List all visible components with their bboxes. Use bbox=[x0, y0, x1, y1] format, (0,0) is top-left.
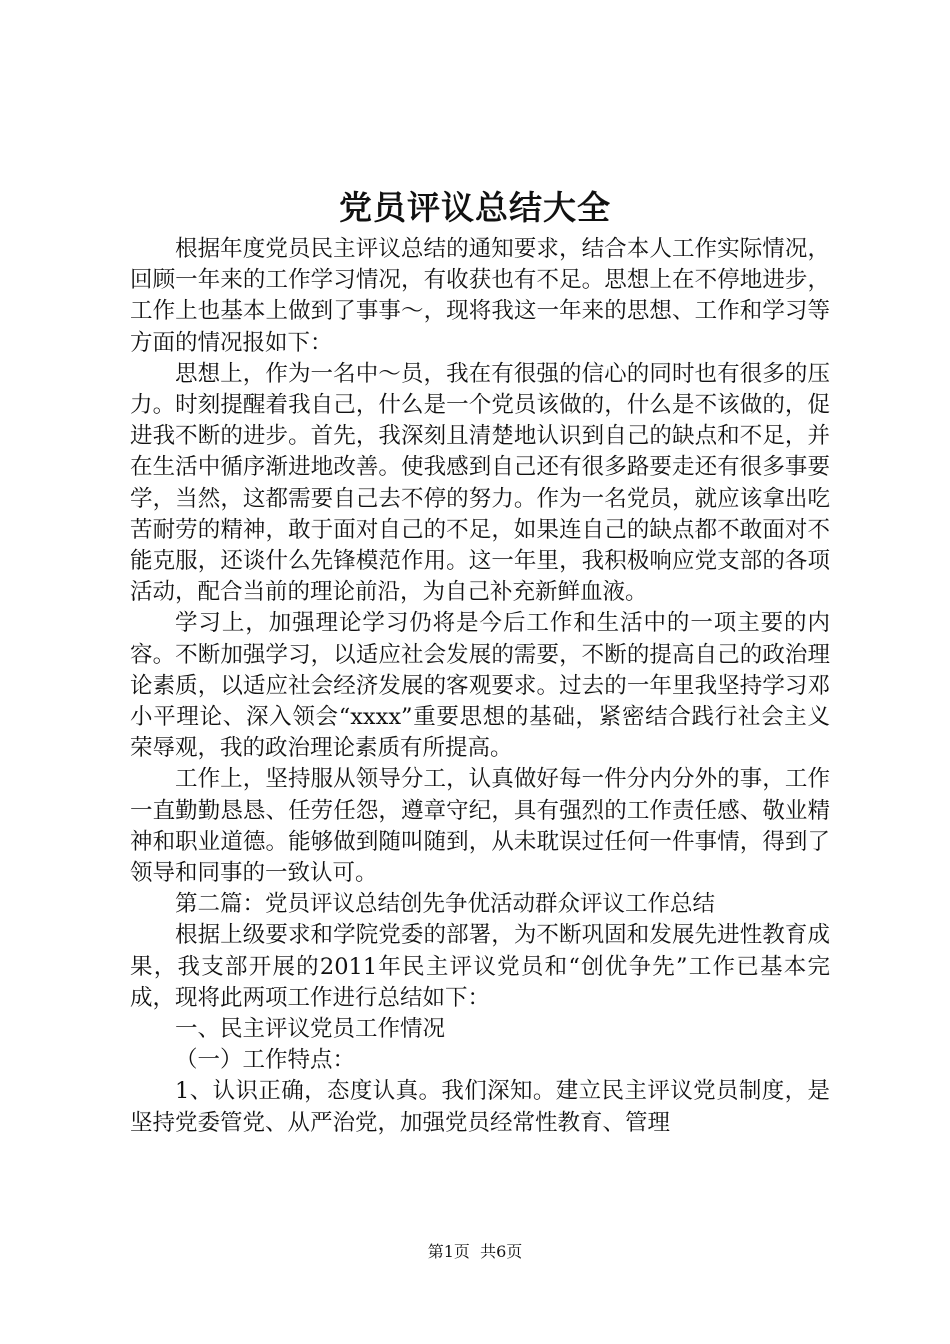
section-heading: 一、民主评议党员工作情况 bbox=[175, 1016, 446, 1043]
section-heading: 第二篇：党员评议总结创先争优活动群众评议工作总结 bbox=[175, 891, 716, 918]
paragraph: 1、认识正确，态度认真。我们深知。建立民主评议党员制度，是坚持党委管党、从严治党，加强党员经常性教育、管理 bbox=[130, 1078, 830, 1136]
paragraph: 根据年度党员民主评议总结的通知要求，结合本人工作实际情况，回顾一年来的工作学习情况，有收获也有不足。思想上在不停地进步，工作上也基本上做到了事事～，现将我这一年来的思想、工作和学习等方面的情况报如下： bbox=[130, 236, 830, 356]
paragraph: 思想上，作为一名中～员，我在有很强的信心的同时也有很多的压力。时刻提醒着我自己，什么是一个党员该做的，什么是不该做的，促进我不断的进步。首先，我深刻且清楚地认识到自己的缺点和不足，并在生活中循序渐进地改善。使我感到自己还有很多路要走还有很多事要学，当然，这都需要自己去不停的努力。作为一名党员，就应该拿出吃苦耐劳的精神，敢于面对自己的不足，如果连自己的缺点都不敢面对不能克服，还谈什么先锋模范作用。这一年里，我积极响应党支部的各项活动，配合当前的理论前沿，为自己补充新鲜血液。 bbox=[130, 360, 830, 606]
paragraph: 工作上，坚持服从领导分工，认真做好每一件分内分外的事，工作一直勤勤恳恳、任劳任怨，遵章守纪，具有强烈的工作责任感、敬业精神和职业道德。能够做到随叫随到，从未耽误过任何一件事情，得到了领导和同事的一致认可。 bbox=[130, 766, 830, 887]
document-title: 党员评议总结大全 bbox=[339, 188, 611, 227]
paragraph: 学习上，加强理论学习仍将是今后工作和生活中的一项主要的内容。不断加强学习，以适应社会发展的需要，不断的提高自己的政治理论素质，以适应社会经济发展的客观要求。过去的一年里我坚持学习邓小平理论、深入领会“xxxx”重要思想的基础，紧密结合践行社会主义荣辱观，我的政治理论素质有所提高。 bbox=[130, 610, 830, 762]
document-body bbox=[130, 234, 830, 1139]
page-footer: 第1页 共6页 bbox=[427, 1242, 523, 1261]
subsection-heading: （一）工作特点： bbox=[175, 1047, 356, 1074]
paragraph: 根据上级要求和学院党委的部署，为不断巩固和发展先进性教育成果，我支部开展的2011年民主评议党员和“创优争先”工作已基本完成，现将此两项工作进行总结如下： bbox=[130, 922, 830, 1011]
